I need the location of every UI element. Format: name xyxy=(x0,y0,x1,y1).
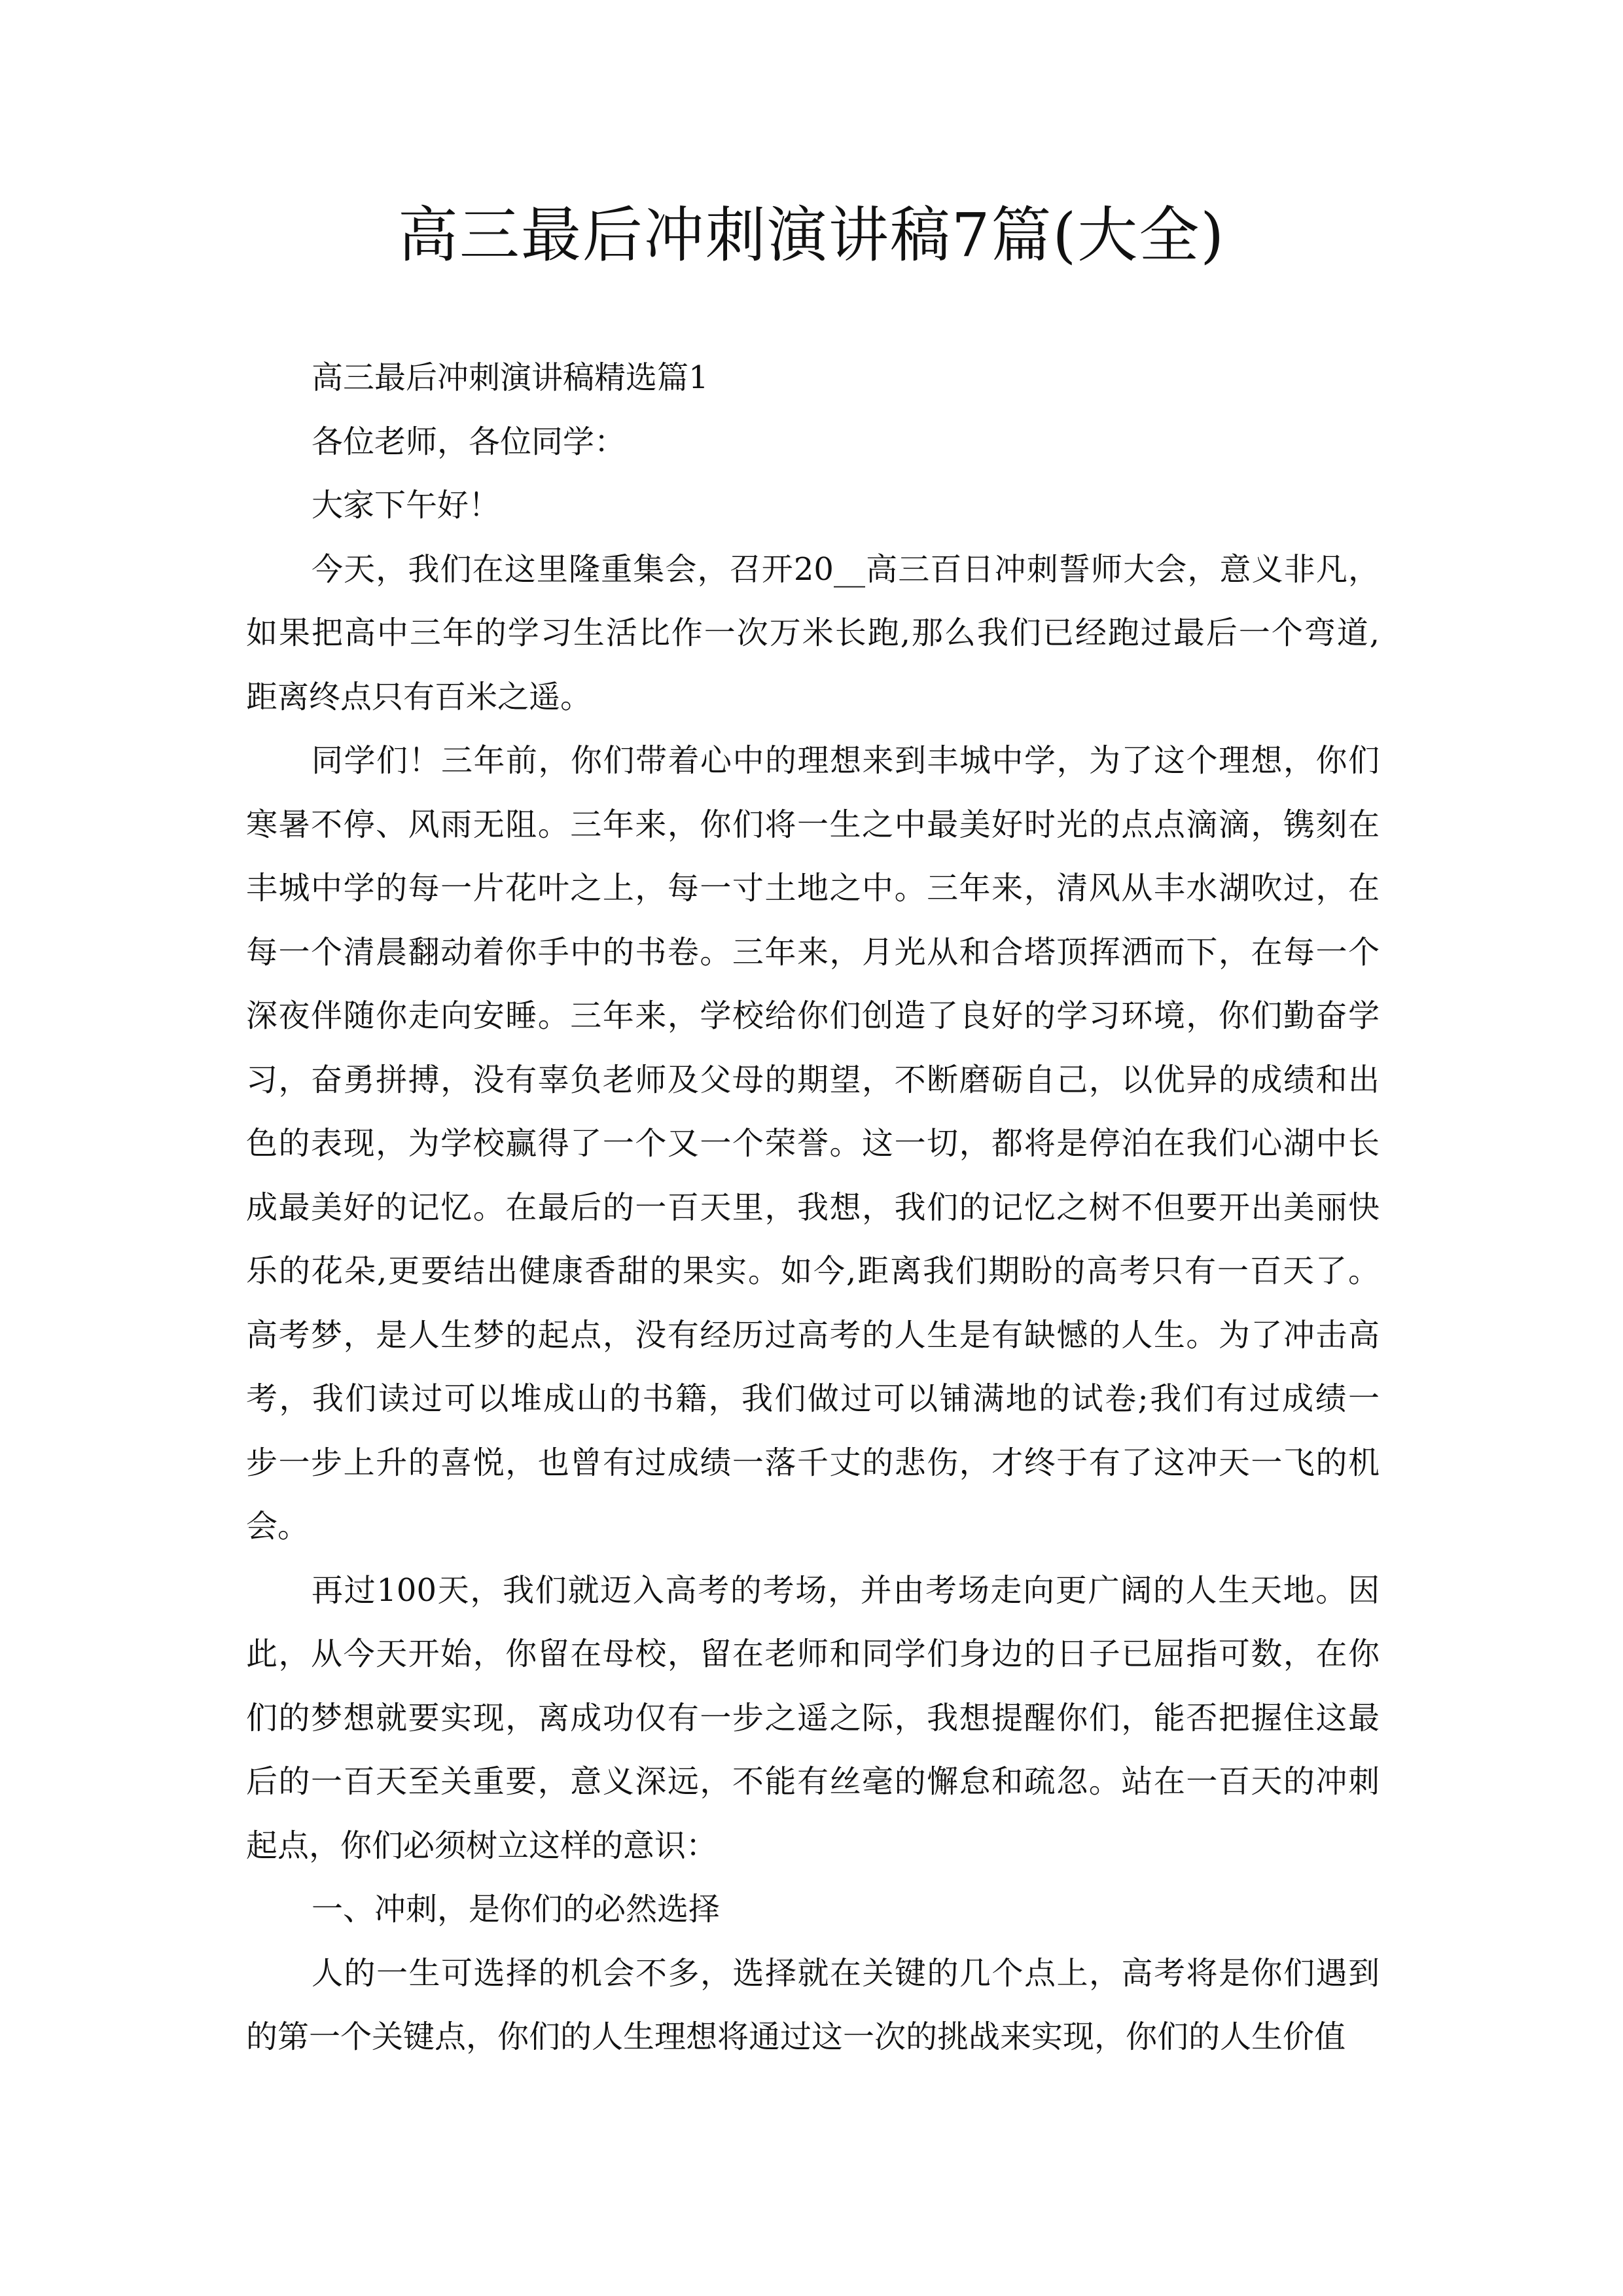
text-line: 各位老师，各位同学： xyxy=(312,423,626,460)
text-line: 距离终点只有百米之遥。 xyxy=(246,678,592,715)
text-line: 一、冲刺，是你们的必然选择 xyxy=(312,1891,721,1928)
paragraph xyxy=(246,538,1380,730)
paragraph xyxy=(246,1942,1380,2070)
text-line: 深夜伴随你走向安睡。三年来，学校给你们创造了良好的学习环境，你们勤奋学 xyxy=(246,997,1380,1034)
text-line: 起点，你们必须树立这样的意识： xyxy=(246,1827,718,1864)
text-line: 后的一百天至关重要，意义深远，不能有丝毫的懈怠和疏忽。站在一百天的冲刺 xyxy=(246,1763,1380,1800)
paragraph xyxy=(246,729,1380,1559)
text-line: 高考梦，是人生梦的起点，没有经历过高考的人生是有缺憾的人生。为了冲击高 xyxy=(246,1316,1380,1354)
text-line: 高三最后冲刺演讲稿精选篇1 xyxy=(312,359,709,396)
text-line: 会。 xyxy=(246,1508,310,1545)
text-line: 的第一个关键点，你们的人生理想将通过这一次的挑战来实现，你们的人生价值 xyxy=(246,2018,1346,2055)
text-line: 寒暑不停、风雨无阻。三年来，你们将一生之中最美好时光的点点滴滴，镌刻在 xyxy=(246,806,1380,843)
text-line: 今天，我们在这里隆重集会，召开20__高三百日冲刺誓师大会，意义非凡， xyxy=(312,550,1380,588)
text-line: 再过100天，我们就迈入高考的考场，并由考场走向更广阔的人生天地。因 xyxy=(312,1571,1380,1609)
text-line: 考，我们读过可以堆成山的书籍，我们做过可以铺满地的试卷;我们有过成绩一 xyxy=(246,1380,1380,1417)
text-line: 大家下午好！ xyxy=(312,487,501,524)
text-line: 成最美好的记忆。在最后的一百天里，我想，我们的记忆之树不但要开出美丽快 xyxy=(246,1189,1380,1226)
text-line: 乐的花朵,更要结出健康香甜的果实。如今,距离我们期盼的高考只有一百天了。 xyxy=(246,1253,1380,1289)
text-line: 习，奋勇拼搏，没有辜负老师及父母的期望，不断磨砺自己，以优异的成绩和出 xyxy=(246,1061,1380,1098)
text-line: 人的一生可选择的机会不多，选择就在关键的几个点上，高考将是你们遇到 xyxy=(312,1954,1380,1992)
paragraph xyxy=(246,1878,1380,1942)
document-title: 高三最后冲刺演讲稿7篇(大全) xyxy=(397,200,1226,270)
text-line: 色的表现，为学校赢得了一个又一个荣誉。这一切，都将是停泊在我们心湖中长 xyxy=(246,1125,1380,1162)
text-line: 丰城中学的每一片花叶之上，每一寸土地之中。三年来，清风从丰水湖吹过，在 xyxy=(246,870,1380,906)
paragraph xyxy=(246,410,1380,475)
paragraph xyxy=(246,474,1380,538)
text-line: 如果把高中三年的学习生活比作一次万米长跑,那么我们已经跑过最后一个弯道, xyxy=(246,615,1380,651)
text-line: 此，从今天开始，你留在母校，留在老师和同学们身边的日子已屈指可数，在你 xyxy=(246,1636,1380,1672)
text-line: 同学们！三年前，你们带着心中的理想来到丰城中学，为了这个理想，你们 xyxy=(312,742,1380,779)
paragraph xyxy=(246,346,1380,410)
text-line: 们的梦想就要实现，离成功仅有一步之遥之际，我想提醒你们，能否把握住这最 xyxy=(246,1699,1380,1736)
paragraph xyxy=(246,1559,1380,1878)
text-line: 步一步上升的喜悦，也曾有过成绩一落千丈的悲伤，才终于有了这冲天一飞的机 xyxy=(246,1444,1380,1481)
document-body xyxy=(246,346,1380,2070)
text-line: 每一个清晨翻动着你手中的书卷。三年来，月光从和合塔顶挥洒而下，在每一个 xyxy=(246,933,1380,971)
